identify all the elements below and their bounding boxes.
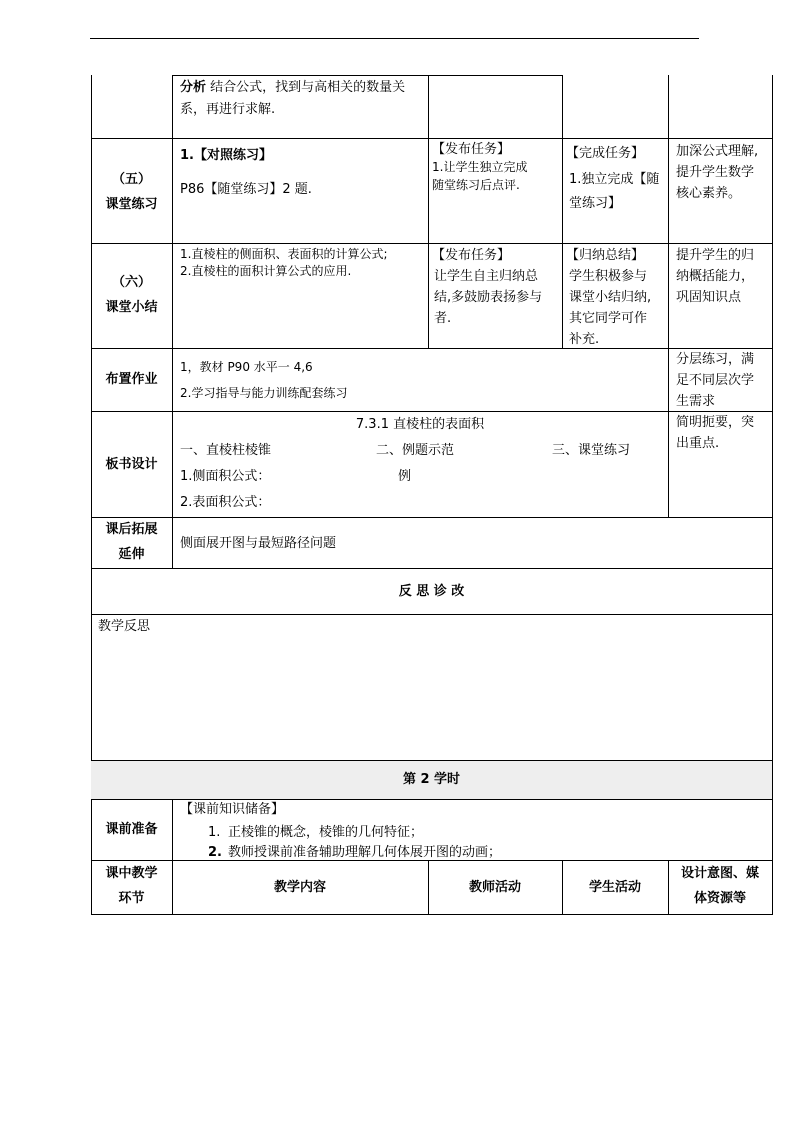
practice-teacher-line: 1.让学生独立完成 (432, 160, 528, 174)
prep-label: 课前准备 (105, 822, 158, 837)
practice-content-line: P86【随堂练习】2 题. (180, 182, 312, 197)
homework-line: 1，教材 P90 水平一 4,6 (180, 360, 313, 374)
practice-student-tag: 【完成任务】 (566, 146, 645, 161)
prep-item-1-num: 1. (208, 825, 221, 840)
practice-design-line: 核心素养。 (676, 186, 742, 201)
board-design-line: 简明扼要，突 (676, 415, 755, 430)
board-example: 例 (398, 469, 412, 484)
board-design-line: 出重点. (676, 436, 720, 451)
summary-student-tag: 【归纳总结】 (566, 248, 645, 263)
summary-stage-num: （六） (111, 275, 151, 290)
border (772, 75, 773, 915)
prep-item-2-num: 2. (208, 845, 222, 860)
prep-item-1: 正棱锥的概念，棱锥的几何特征； (228, 825, 424, 840)
border (562, 75, 563, 348)
homework-line: 2.学习指导与能力训练配套练习 (180, 386, 348, 400)
header-col-student: 学生活动 (588, 880, 641, 895)
page-header-rule (90, 38, 699, 39)
prep-tag: 【课前知识储备】 (180, 802, 285, 817)
summary-content-line: 1.直棱柱的侧面积、表面积的计算公式; (180, 247, 388, 261)
practice-student-line: 堂练习】 (569, 196, 622, 211)
homework-design-line: 足不同层次学 (676, 373, 755, 388)
reflection-heading: 反 思 诊 改 (398, 584, 465, 599)
summary-content-line: 2.直棱柱的面积计算公式的应用. (180, 264, 352, 278)
header-col-design: 体资源等 (693, 891, 746, 906)
border (172, 799, 173, 915)
extend-label: 延伸 (118, 547, 145, 562)
header-col-design: 设计意图、媒 (680, 866, 759, 881)
header-col-teacher: 教师活动 (468, 880, 521, 895)
lesson2-heading: 第 2 学时 (402, 772, 461, 787)
analysis-line-2: 系，再进行求解. (180, 102, 276, 117)
border (172, 75, 562, 76)
border (91, 568, 772, 569)
border (668, 75, 669, 517)
homework-design-line: 生需求 (676, 394, 716, 409)
board-item-2: 二、例题示范 (376, 443, 455, 458)
summary-student-line: 补充. (569, 332, 600, 347)
summary-teacher-line: 让学生自主归纳总 (434, 269, 539, 284)
border (91, 138, 772, 139)
practice-design-line: 提升学生数学 (676, 165, 755, 180)
practice-stage-num: （五） (111, 172, 151, 187)
extend-content: 侧面展开图与最短路径问题 (180, 536, 337, 551)
practice-design-line: 加深公式理解, (676, 144, 759, 159)
border (91, 614, 772, 615)
border (91, 517, 772, 518)
practice-student-line: 1.独立完成【随 (569, 172, 660, 187)
reflection-label: 教学反思 (98, 619, 151, 634)
practice-teacher-tag: 【发布任务】 (432, 142, 511, 157)
summary-teacher-tag: 【发布任务】 (432, 248, 511, 263)
summary-stage-name: 课堂小结 (105, 300, 158, 315)
summary-design-line: 提升学生的归 (676, 248, 755, 263)
summary-teacher-line: 结,多鼓励表扬参与 (434, 290, 543, 305)
border (91, 243, 772, 244)
border (428, 75, 429, 348)
border (91, 348, 772, 349)
board-formula-2: 2.表面积公式： (180, 495, 271, 510)
practice-stage-name: 课堂练习 (105, 197, 158, 212)
board-label: 板书设计 (105, 457, 158, 472)
summary-design-line: 巩固知识点 (676, 290, 742, 305)
header-col-content: 教学内容 (273, 880, 326, 895)
border (172, 75, 173, 568)
practice-teacher-line: 随堂练习后点评. (432, 178, 520, 192)
border (91, 914, 772, 915)
homework-design-line: 分层练习，满 (676, 352, 755, 367)
summary-student-line: 其它同学可作 (569, 311, 648, 326)
board-title: 7.3.1 直棱柱的表面积 (355, 417, 485, 432)
board-item-1: 一、直棱柱棱锥 (180, 443, 272, 458)
extend-label: 课后拓展 (105, 522, 158, 537)
summary-student-line: 学生积极参与 (569, 269, 648, 284)
border (91, 411, 772, 412)
summary-design-line: 纳概括能力， (676, 269, 755, 284)
prep-item-2: 教师授课前准备辅助理解几何体展开图的动画； (228, 845, 502, 860)
analysis-line-1: 分析 结合公式，找到与高相关的数量关 (180, 80, 406, 95)
board-formula-1: 1.侧面积公式： (180, 469, 271, 484)
practice-content-title: 1.【对照练习】 (180, 148, 272, 163)
header-col-stage: 环节 (118, 891, 145, 906)
board-item-3: 三、课堂练习 (552, 443, 631, 458)
header-col-stage: 课中教学 (105, 866, 158, 881)
summary-teacher-line: 者. (434, 311, 452, 326)
summary-student-line: 课堂小结归纳, (569, 290, 652, 305)
homework-label: 布置作业 (105, 372, 158, 387)
